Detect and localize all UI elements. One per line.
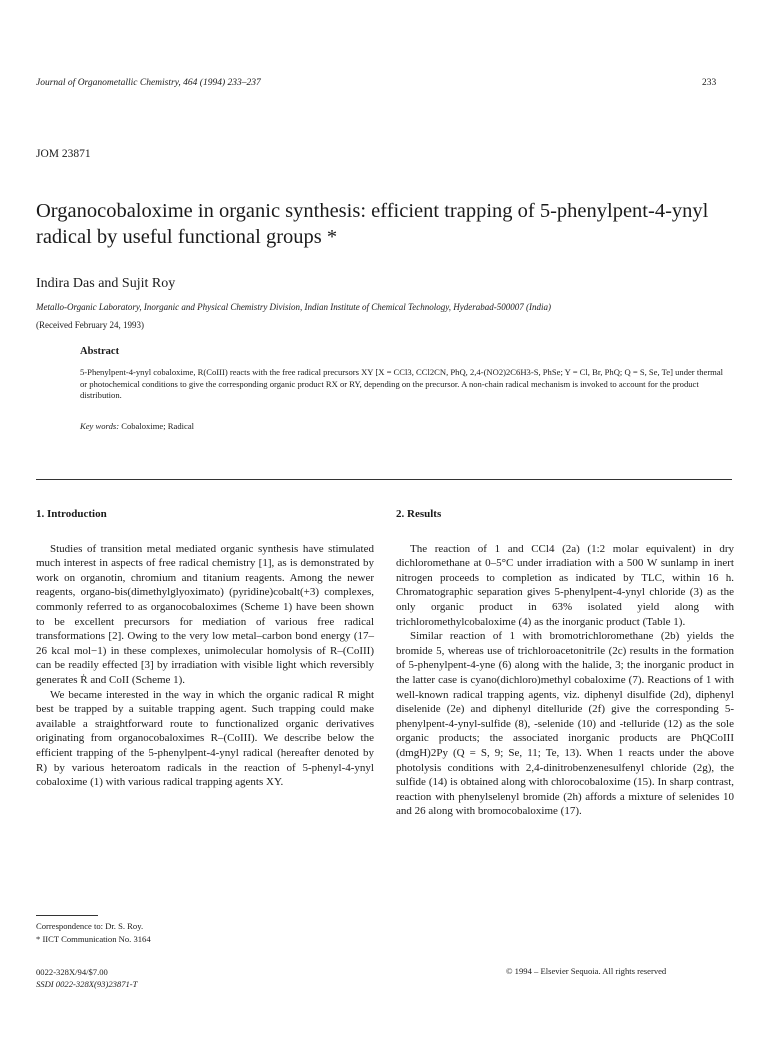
received-date: (Received February 24, 1993) bbox=[36, 320, 144, 330]
footnotes bbox=[36, 920, 151, 946]
section-divider bbox=[36, 479, 732, 480]
left-column bbox=[36, 507, 374, 790]
introduction-paragraph-1: Studies of transition metal mediated organic synthesis have stimulated much interest in aspects of free radical chemistry [1], as is demonstrated by work on organotin, chromium and titanium reagents. Among the newer reagents, organo-bis(dimethylglyoximato) (pyridine)cobalt(+3) complexes, commonly referred to as organocobaloximes (Scheme 1) have been shown to be excellent precursors for mediation of various free radical transformations [2]. Owing to the very low metal–carbon bond energy (17–26 kcal mol−1) in these complexes, unimolecular homolysis of R–(CoIII) can be readily effected [3] by irradiation with visible light which reversibly generates Ṙ and CoII (Scheme 1). bbox=[36, 542, 374, 686]
results-paragraph-1: The reaction of 1 and CCl4 (2a) (1:2 molar equivalent) in dry dichloromethane at 0–5°C under irradiation with a 500 W sunlamp in inert nitrogen proceeds to completion as indicated by TLC, within 16 h. Chromatographic separation gives 5-phenylpent-4-ynyl chloride (3) as the only organic product in 63% isolated yield along with trichloromethylcobaloxime (4) as the inorganic product (Table 1). bbox=[396, 542, 734, 628]
authors: Indira Das and Sujit Roy bbox=[36, 276, 176, 291]
journal-citation: Journal of Organometallic Chemistry, 464 (1994) 233–237 bbox=[36, 78, 261, 88]
affiliation: Metallo-Organic Laboratory, Inorganic and Physical Chemistry Division, Indian Institute of Chemical Technology, Hyderabad-500007 (India) bbox=[36, 302, 551, 312]
communication-note: * IICT Communication No. 3164 bbox=[36, 934, 151, 944]
copyright-notice: © 1994 – Elsevier Sequoia. All rights reserved bbox=[506, 966, 667, 976]
article-title: Organocobaloxime in organic synthesis: efficient trapping of 5-phenylpent-4-ynyl radical by useful functional groups * bbox=[36, 200, 709, 248]
footnote-divider bbox=[36, 915, 98, 916]
article-code: JOM 23871 bbox=[36, 148, 91, 160]
right-column bbox=[396, 507, 734, 819]
results-heading: 2. Results bbox=[396, 508, 442, 520]
introduction-paragraph-2: We became interested in the way in which the organic radical R might best be trapped by a suitable trapping agent. Such trapping could make available a straightforward route to functionalized organic derivatives originating from organocobaloximes R–(CoIII). We describe below the efficient trapping of the 5-phenylpent-4-ynyl radical (hereafter denoted by R) by various heteroatom radicals in the reaction of 5-phenyl-4-ynyl cobaloxime (1) with various radical trapping agents XY. bbox=[36, 688, 374, 789]
keywords bbox=[80, 421, 194, 431]
issn-code: 0022-328X/94/$7.00 bbox=[36, 967, 108, 977]
keywords-label: Key words: bbox=[80, 421, 120, 431]
introduction-heading: 1. Introduction bbox=[36, 508, 107, 520]
ssdi-code: SSDI 0022-328X(93)23871-T bbox=[36, 979, 138, 989]
publication-codes bbox=[36, 966, 137, 990]
abstract-text: 5-Phenylpent-4-ynyl cobaloxime, R(CoIII) reacts with the free radical precursors XY [X = CCl3, CCl2CN, PhQ, 2,4-(NO2)2C6H3-S, PhSe; Y = Cl, Br, PhQ; Q = S, Se, Te] under thermal or photochemical conditions to give the corresponding organic product RX or RY, depending on the precursor. A non-chain radical mechanism is invoked to account for the product distribution. bbox=[80, 367, 724, 400]
keywords-list: Cobaloxime; Radical bbox=[121, 421, 195, 431]
page-number: 233 bbox=[702, 78, 717, 88]
abstract-heading: Abstract bbox=[80, 346, 120, 357]
results-paragraph-2: Similar reaction of 1 with bromotrichloromethane (2b) yields the bromide 5, whereas use of trichloroacetonitrile (2c) results in the formation of 5-phenylpent-4-yne (6) along with the halide, 3; the inorganic product in the latter case is cyano(dichloro)methyl cobaloxime (7). Reactions of 1 with well-known radical trapping agents, viz. diphenyl disulfide (2d), diphenyl diselenide (2e) and diphenyl ditelluride (2f) give the corresponding 5-phenylpent-4-ynyl-sulfide (8), -selenide (10) and -telluride (12) as the sole organic products; the associated inorganic products are PhQCoIII (dmgH)2Py (Q = S, 9; Se, 11; Te, 13). When 1 reacts under the above photolysis conditions with 2,4-dinitrobenzenesulfenyl chloride (2g), the sulfide (14) is obtained along with chlorocobaloxime (15). In sharp contrast, reaction with phenylselenyl bromide (2h) affords a mixture of selenides 10 and 26 along with bromocobaloxime (17). bbox=[396, 630, 734, 818]
correspondence-note: Correspondence to: Dr. S. Roy. bbox=[36, 921, 144, 931]
